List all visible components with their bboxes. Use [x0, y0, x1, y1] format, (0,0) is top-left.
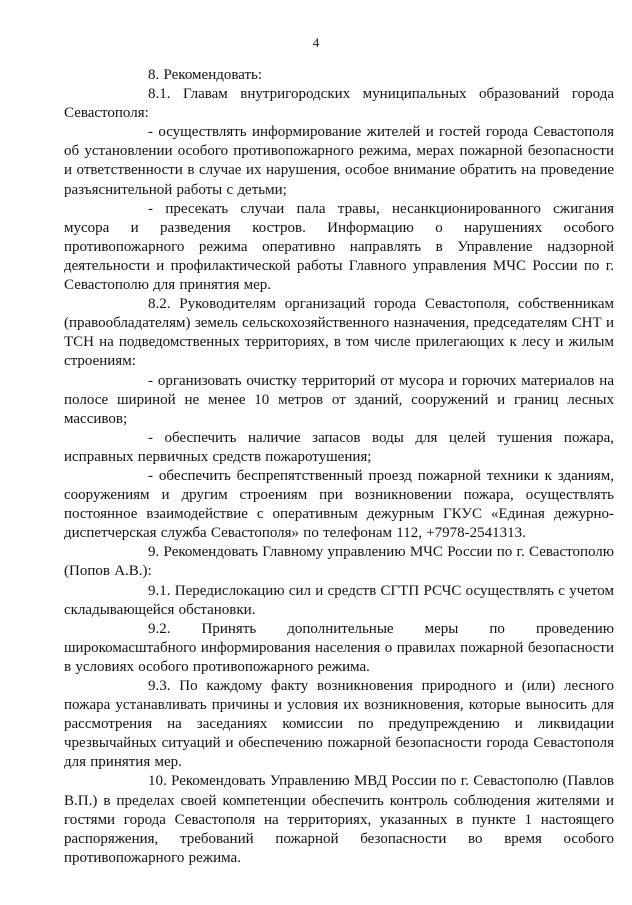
paragraph-8: 8. Рекомендовать:: [148, 67, 263, 83]
paragraph-8-1: 8.1. Главам внутригородских муниципальных образований города Севастополя:: [64, 86, 614, 122]
page-number: 4: [312, 35, 320, 50]
paragraph-9-3: 9.3. По каждому факту возникновения природного и (или) лесного пожара устанавливать причины и условия их возникновения, которые выносить для рассмотрения на заседаниях комиссии по предупреждению и ликвидации чрезвычайных ситуаций и обеспечению пожарной безопасности города Севастополя для принятия мер.: [64, 678, 614, 771]
paragraph-9: 9. Рекомендовать Главному управлению МЧС России по г. Севастополю (Попов А.В.):: [64, 544, 614, 580]
paragraph-9-1: 9.1. Передислокацию сил и средств СГТП РСЧС осуществлять с учетом складывающейся обстановки.: [64, 582, 614, 618]
document-body: [64, 66, 614, 868]
paragraph-8-2-item-2: - обеспечить наличие запасов воды для целей тушения пожара, исправных первичных средств пожаротушения;: [64, 429, 614, 465]
paragraph-8-1-item-2: - пресекать случаи пала травы, несанкционированного сжигания мусора и разведения костров. Информацию о нарушениях особого противопожарного режима оперативно направлять в Управление надзорной деятельности и профилактической работы Главного управления МЧС России по г. Севастополю для принятия мер.: [64, 200, 614, 294]
paragraph-8-2-item-3: - обеспечить беспрепятственный проезд пожарной техники к зданиям, сооружениям и другим строениям при возникновении пожара, осуществлять постоянное взаимодействие с оперативным дежурным ГКУС «Единая дежурно-диспетчерская служба Севастополя» по телефонам 112, +7978-2541313.: [64, 467, 614, 542]
paragraph-10: 10. Рекомендовать Управлению МВД России по г. Севастополю (Павлов В.П.) в пределах своей компетенции обеспечить контроль соблюдения жителями и гостями города Севастополя на территориях, указанных в пункте 1 настоящего распоряжения, требований пожарной безопасности во время особого противопожарного режима.: [64, 773, 614, 866]
paragraph-8-2-item-1: - организовать очистку территорий от мусора и горючих материалов на полосе шириной не менее 10 метров от зданий, сооружений и границ лесных массивов;: [64, 372, 614, 427]
paragraph-9-2: 9.2. Принять дополнительные меры по проведению широкомасштабного информирования населения о правилах пожарной безопасности в условиях особого противопожарного режима.: [64, 620, 614, 675]
paragraph-8-1-item-1: - осуществлять информирование жителей и гостей города Севастополя об установлении особого противопожарного режима, мерах пожарной безопасности и ответственности в случае их нарушения, особое внимание обратить на проведение разъяснительной работы с детьми;: [64, 124, 614, 198]
paragraph-8-2: 8.2. Руководителям организаций города Севастополя, собственникам (правообладателям) земель сельскохозяйственного назначения, председателям СНТ и ТСН на подведомственных территориях, в том числе прилегающих к лесу и жилым строениям:: [64, 296, 614, 370]
